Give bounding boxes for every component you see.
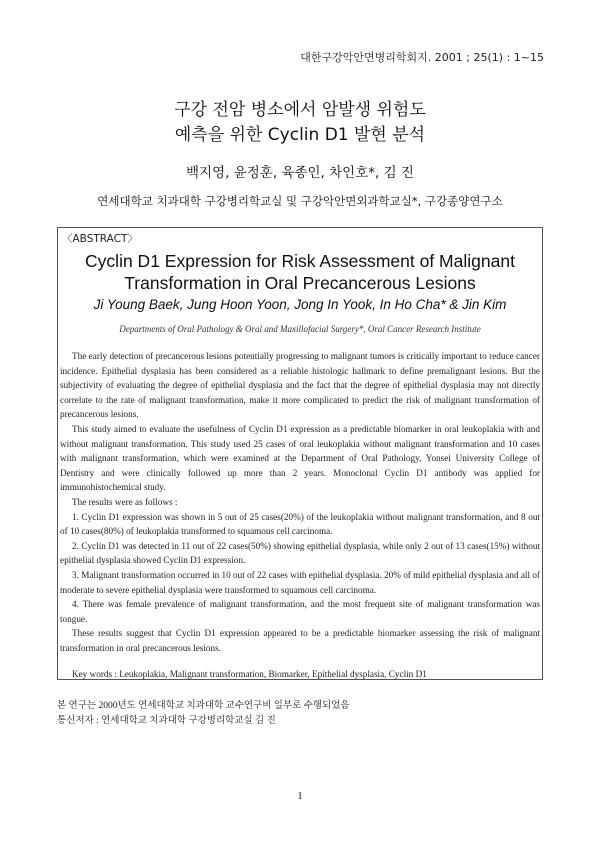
english-title	[58, 250, 542, 294]
abstract-box	[57, 227, 543, 680]
abstract-result-4: 4. There was female prevalence of malignant transformation, and the most frequent site of malignant transformation was tongue.	[60, 599, 540, 624]
abstract-paragraph-aim: This study aimed to evaluate the usefulness of Cyclin D1 expression as a predictable biomarker in oral leukoplakia with and without malignant transformation. This study used 25 cases of oral leukoplakia without malignant transformation and 10 cases with malignant transformation, which were examined at the Department of Oral Pathology, Yonsei University College of Dentistry and were clinically followed up more than 2 years. Monoclonal Cyclin D1 antibody was applied for immunohistochemical study.	[60, 423, 540, 493]
korean-title	[0, 98, 600, 148]
abstract-paragraph-conclusion: These results suggest that Cyclin D1 expression appeared to be a predictable biomarker assessing the risk of malignant transformation in oral precancerous lesions.	[60, 628, 540, 653]
english-authors: Ji Young Baek, Jung Hoon Yoon, Jong In Yook, In Ho Cha* & Jin Kim	[93, 297, 507, 312]
english-title-line-2: Transformation in Oral Precancerous Lesions	[124, 273, 476, 293]
korean-title-line-1: 구강 전암 병소에서 암발생 위험도	[174, 100, 426, 120]
english-affiliation: Departments of Oral Pathology & Oral and Maxillofacial Surgery*, Oral Cancer Research Institute	[119, 324, 481, 334]
journal-citation: 대한구강악안면병리학회지. 2001 ; 25(1) : 1~15	[300, 51, 544, 64]
correspondence-note: 통신저자 : 연세대학교 치과대학 구강병리학교실 김 진	[57, 716, 276, 726]
abstract-result-3: 3. Malignant transformation occurred in 10 out of 22 cases with epithelial dysplasia. 20% of mild epithelial dysplasia and all of moderate to severe epithelial dysplasia were transformed to squamous cell carcinoma.	[60, 569, 540, 595]
korean-affiliation: 연세대학교 치과대학 구강병리학교실 및 구강악안면외과학교실*, 구강종양연구소	[97, 194, 503, 208]
english-title-line-1: Cyclin D1 Expression for Risk Assessment of Malignant	[85, 251, 515, 271]
footnotes	[57, 699, 350, 729]
korean-title-line-2: 예측을 위한 Cyclin D1 발현 분석	[174, 125, 426, 145]
abstract-paragraph-results-intro: The results were as follows :	[72, 496, 178, 507]
keywords: Key words : Leukoplakia, Malignant transformation, Biomarker, Epithelial dysplasia, Cyclin D1	[72, 669, 427, 679]
abstract-result-2: 2. Cyclin D1 was detected in 11 out of 22 cases(50%) showing epithelial dysplasia, while only 2 out of 13 cases(15%) without epithelial dysplasia showed Cyclin D1 expression.	[60, 540, 540, 566]
abstract-label: 〈ABSTRACT〉	[62, 233, 138, 245]
page-number: 1	[297, 790, 303, 802]
abstract-result-1: 1. Cyclin D1 expression was shown in 5 out of 25 cases(20%) of the leukoplakia without malignant transformation, and 8 out of 10 cases(80%) of leukoplakia transformed to squamous cell carcinoma.	[60, 511, 540, 537]
abstract-body	[60, 349, 540, 655]
abstract-paragraph-background: The early detection of precancerous lesions potentially progressing to malignant tumors is critically important to reduce cancer incidence. Epithelial dysplasia has been considered as a reliable histologic hallmark to define premalignant lesions. But the subjectivity of evaluating the degree of epithelial dysplasia and the fact that the degree of epithelial dysplasia may not directly correlate to the rate of malignant transformation, make it more complicated to predict the risk of malignant transformation of precancerous lesions.	[60, 351, 540, 420]
funding-note: 본 연구는 2000년도 연세대학교 치과대학 교수연구비 일부로 수행되었음	[57, 701, 350, 711]
korean-authors: 백지영, 윤정훈, 육종인, 차인호*, 김 진	[186, 165, 414, 181]
